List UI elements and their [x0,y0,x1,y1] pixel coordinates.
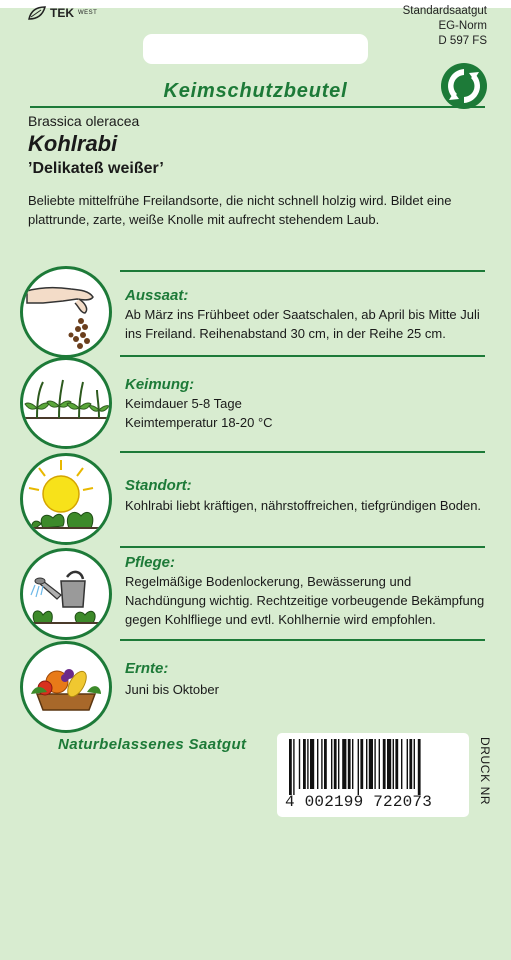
product-name: Kohlrabi [28,131,118,156]
brand-logo [28,6,97,20]
barcode-bar [307,739,308,789]
barcode-bar [321,739,322,789]
barcode-bar [338,739,339,789]
barcode-bar [374,739,375,789]
barcode-bar [383,739,386,789]
label-field [143,34,368,64]
barcode-bar [324,739,327,789]
section-divider [120,546,485,548]
barcode-bar [387,739,391,789]
barcode-bar [379,739,380,789]
section-text-aussaat: Ab März ins Frühbeet oder Saatschalen, ab April bis Mitte Juli ins Freiland. Reihenabstand 30 cm, in der Reihe 25 cm. [125,307,480,341]
section-title-aussaat: Aussaat: [125,287,189,304]
barcode-bar [342,739,346,789]
barcode-bar [407,739,408,789]
section-divider [120,639,485,641]
barcode-bar [303,739,306,789]
barcode-bars [277,735,469,795]
barcode-bar [317,739,318,789]
barcode-bar [293,739,294,795]
section-divider [120,270,485,272]
section-text-pflege: Regelmäßige Bodenlockerung, Bewässerung und Nachdüngung wichtig. Rechtzeitige vorbeugende Bekämpfung gegen Kohlfliege und evtl. Kohlhernie wird empfohlen. [125,574,485,627]
cultivar-name: ’Delikateß weißer’ [28,160,164,177]
barcode-bar [352,739,353,789]
barcode-bar [409,739,412,789]
watering-can-icon [20,548,112,640]
norm-info [403,4,487,49]
barcode-number: 4 002199 722073 [285,793,433,811]
leaf-logo-icon [28,6,46,20]
section-text-keimung: Keimdauer 5-8 Tage Keimtemperatur 18-20 °C [125,396,273,430]
norm-line-1: Standardsaatgut [402,5,487,17]
barcode-bar [401,739,402,789]
brand-name: TEK [50,6,74,20]
bag-type-title: Keimschutzbeutel [163,80,348,102]
barcode-bar [366,739,367,789]
barcode-bar [369,739,373,789]
section-text-ernte: Juni bis Oktober [125,682,219,697]
seedlings-icon [20,357,112,449]
barcode-bar [331,739,332,789]
barcode-bar [360,739,363,789]
barcode-bar [289,739,292,795]
section-title-standort: Standort: [125,477,192,494]
section-text-standort: Kohlrabi liebt kräftigen, nährstoffreichen, tiefgründigen Boden. [125,498,482,513]
barcode-bar [299,739,300,789]
norm-line-2: EG-Norm [438,20,487,32]
sun-plants-icon [20,453,112,545]
print-number-label: DRUCK NR [478,737,492,806]
barcode-bar [418,739,421,795]
section-divider [120,355,485,357]
barcode-bar [414,739,415,789]
slogan: Naturbelassenes Saatgut [58,736,247,753]
divider [30,106,485,108]
brand-sub: WEST [78,10,98,16]
barcode-bar [334,739,337,789]
barcode-bar [393,739,394,789]
barcode-bar [310,739,314,789]
barcode-bar [395,739,398,789]
section-divider [120,451,485,453]
barcode-bar [348,739,351,789]
harvest-basket-icon [20,641,112,733]
section-title-keimung: Keimung: [125,376,195,393]
botanical-name: Brassica oleracea [28,113,140,129]
norm-line-3: D 597 FS [438,35,487,47]
sowing-hand-icon [20,266,112,358]
product-description: Beliebte mittelfrühe Freilandsorte, die nicht schnell holzig wird. Bildet eine plattrunde, zarte, weiße Knolle mit aufrecht stehendem Laub. [28,193,452,227]
section-title-ernte: Ernte: [125,660,169,677]
barcode-bar [358,739,359,795]
section-title-pflege: Pflege: [125,554,176,571]
